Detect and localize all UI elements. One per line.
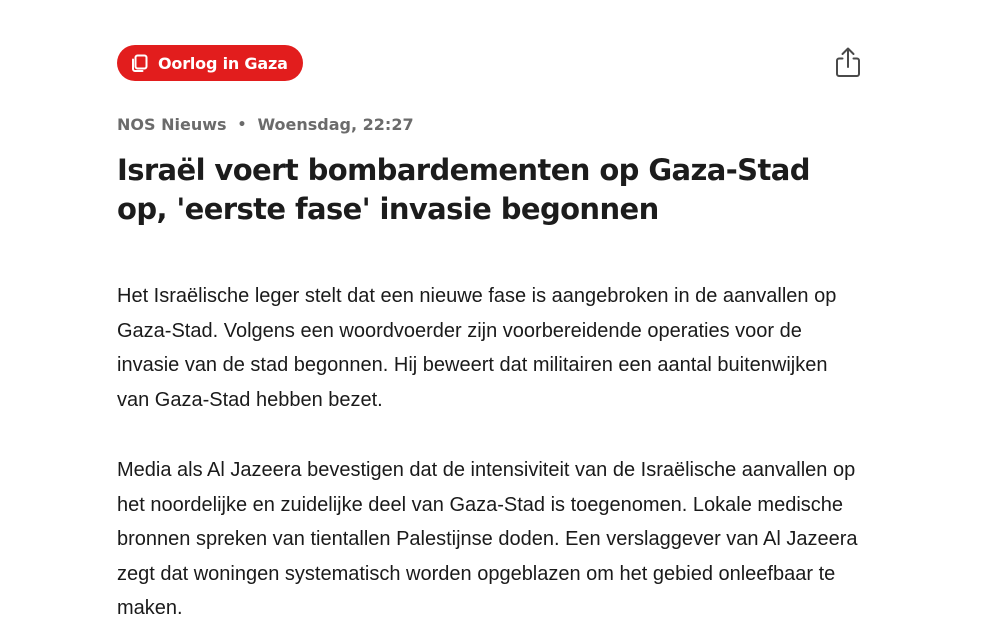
copy-pages-icon [130, 53, 150, 73]
article-headline: Israël voert bombardementen op Gaza-Stad op, 'eerste fase' invasie begonnen [117, 153, 810, 226]
meta-separator: • [237, 116, 247, 133]
article-paragraph: Het Israëlische leger stelt dat een nieuwe fase is aangebroken in de aanvallen op Gaza-Stad. Volgens een woordvoerder zijn voorbereidende operaties voor de invasie van de stad begonnen. Hij beweert dat militairen een aantal buitenwijken van Gaza-Stad hebben bezet. [117, 285, 837, 411]
article-topbar [117, 45, 862, 81]
source-label: NOS Nieuws [117, 115, 227, 134]
topic-tag-button[interactable] [117, 45, 303, 81]
article [117, 45, 862, 619]
share-button[interactable] [833, 45, 863, 79]
topic-tag-label: Oorlog in Gaza [158, 53, 288, 73]
timestamp: Woensdag, 22:27 [257, 115, 414, 134]
article-meta [117, 115, 414, 134]
share-icon [833, 66, 863, 83]
article-paragraph: Media als Al Jazeera bevestigen dat de intensiviteit van de Israëlische aanvallen op het noordelijke en zuidelijke deel van Gaza-Stad is toegenomen. Lokale medische bronnen spreken van tientallen Palestijnse doden. Een verslaggever van Al Jazeera zegt dat woningen systematisch worden opgeblazen om het gebied onleefbaar te maken. [117, 459, 858, 619]
